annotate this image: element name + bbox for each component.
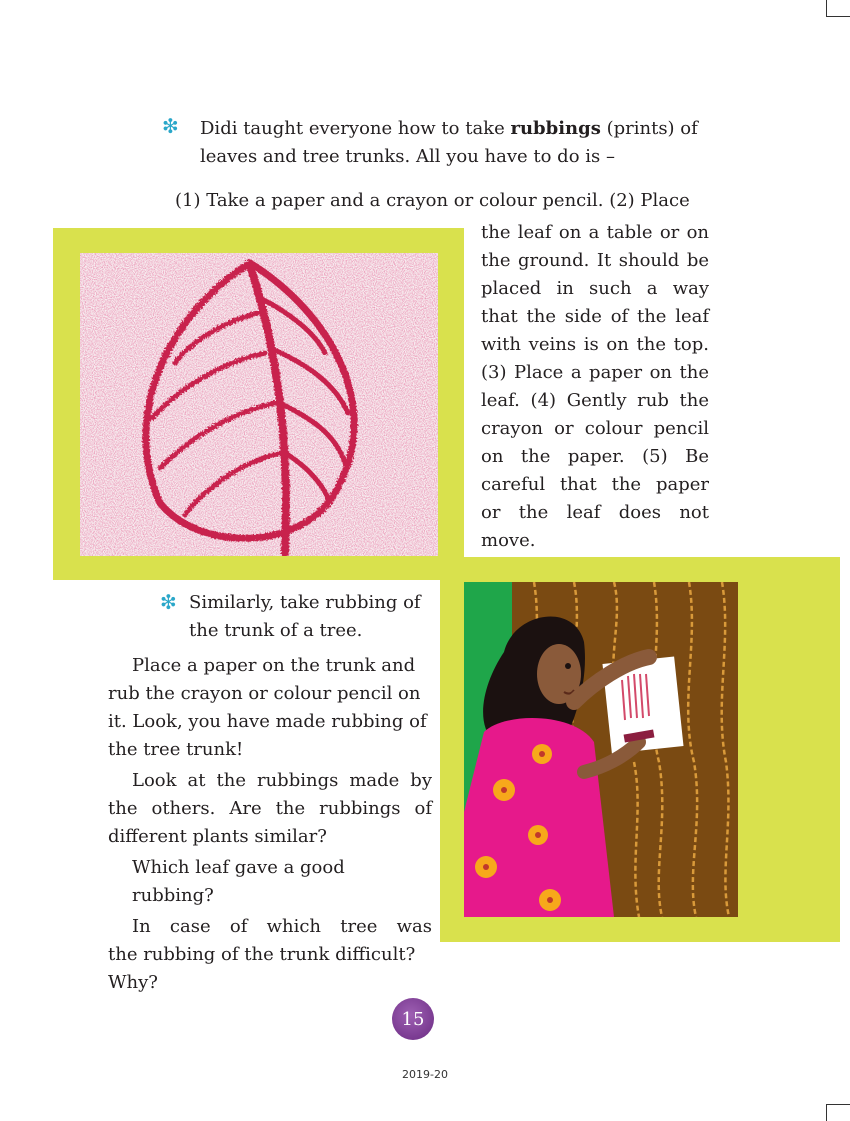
girl-rubbing-tree-illustration xyxy=(464,582,738,917)
steps-line: move. xyxy=(481,530,536,551)
trunk-bullet-line-2: the trunk of a tree. xyxy=(189,620,363,641)
steps-line: the ground. It should be xyxy=(481,250,709,271)
para2-line: different plants similar? xyxy=(108,826,327,847)
para2-line: Look at the rubbings made by xyxy=(132,770,432,791)
steps-line: the leaf on a table or on xyxy=(481,222,709,243)
steps-line: or the leaf does not xyxy=(481,502,709,523)
steps-line: with veins is on the top. xyxy=(481,334,709,355)
page-number-badge xyxy=(392,998,434,1040)
para1-line: the tree trunk! xyxy=(108,739,244,760)
steps-line: (3) Place a paper on the xyxy=(481,362,709,383)
steps-column xyxy=(481,219,709,555)
steps-line: on the paper. (5) Be xyxy=(481,446,709,467)
steps-line: that the side of the leaf xyxy=(481,306,709,327)
para1-line: Place a paper on the trunk and xyxy=(132,655,416,676)
para3-line: Which leaf gave a good rubbing? xyxy=(132,857,345,906)
trunk-bullet-line-1: Similarly, take rubbing of xyxy=(189,592,421,613)
intro-line-2: leaves and tree trunks. All you have to do is – xyxy=(200,146,615,167)
crop-mark-top xyxy=(826,0,850,17)
para4-line: Why? xyxy=(108,972,158,993)
snowflake-bullet-icon: ❇ xyxy=(162,114,179,138)
steps-line: leaf. (4) Gently rub the xyxy=(481,390,709,411)
intro-line-1: Didi taught everyone how to take rubbings (prints) of xyxy=(200,118,698,139)
year-footer: 2019-20 xyxy=(402,1068,448,1081)
para2-line: the others. Are the rubbings of xyxy=(108,798,432,819)
steps-line: crayon or colour pencil xyxy=(481,418,709,439)
steps-line: placed in such a way xyxy=(481,278,709,299)
steps-first-line: (1) Take a paper and a crayon or colour pencil. (2) Place xyxy=(175,190,690,211)
snowflake-bullet-icon: ❇ xyxy=(160,590,177,614)
para1-line: rub the crayon or colour pencil on xyxy=(108,683,421,704)
para4-line: In case of which tree was xyxy=(132,916,432,937)
para1-line: it. Look, you have made rubbing of xyxy=(108,711,427,732)
para4-line: the rubbing of the trunk difficult? xyxy=(108,944,416,965)
leaf-rubbing-image xyxy=(80,253,438,556)
left-paragraphs xyxy=(108,652,432,997)
crop-mark-bottom xyxy=(826,1104,850,1121)
steps-line: careful that the paper xyxy=(481,474,709,495)
page-number: 15 xyxy=(401,1008,425,1030)
